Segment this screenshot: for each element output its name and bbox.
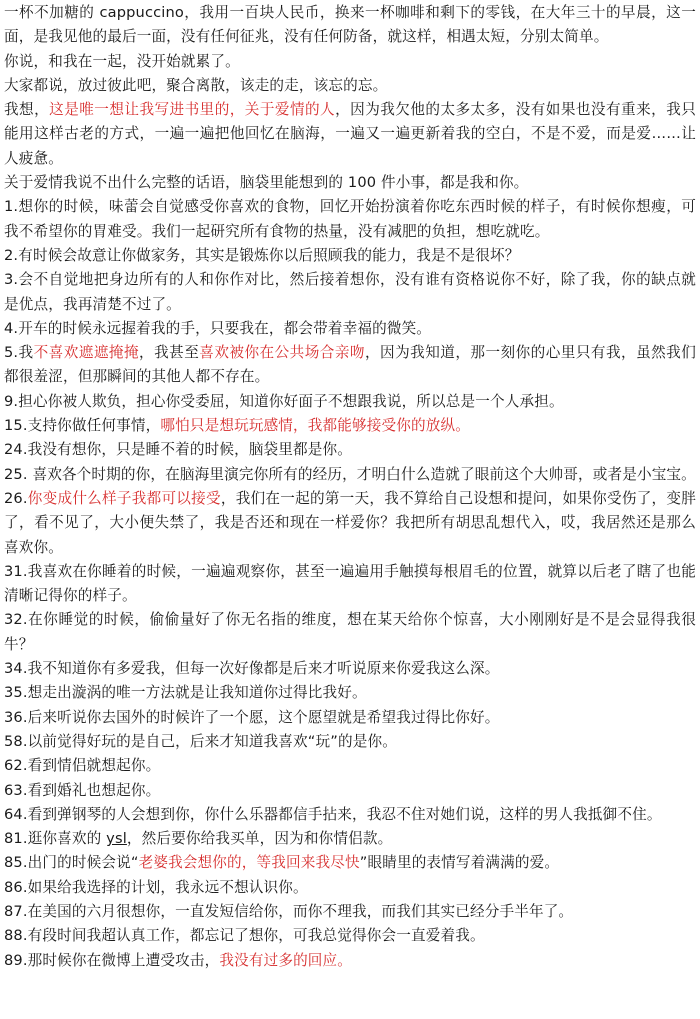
paragraph-text: 4.开车的时候永远握着我的手，只要我在，都会带着幸福的微笑。 — [4, 319, 432, 337]
paragraph — [4, 74, 696, 98]
highlighted-text: 哪怕只是想玩玩感情，我都能够接受你的放纵。 — [160, 417, 470, 435]
paragraph — [4, 487, 696, 560]
paragraph — [4, 463, 696, 487]
paragraph-text: 一杯不加糖的 cappuccino，我用一百块人民币，换来一杯咖啡和剩下的零钱，在大年三十的早晨，这一面，是我见他的最后一面，没有任何征兆，没有任何防备，就这样，相遇太短，分别太简单。 — [4, 4, 696, 46]
paragraph — [4, 949, 696, 973]
paragraph — [4, 657, 696, 681]
paragraph — [4, 268, 696, 317]
paragraph-text: 81.逛你喜欢的 — [4, 830, 107, 848]
paragraph-text: ”眼睛里的表情写着满满的爱。 — [359, 854, 560, 872]
paragraph-text: 35.想走出漩涡的唯一方法就是让我知道你过得比我好。 — [4, 684, 367, 702]
paragraph — [4, 50, 696, 74]
paragraph-text: 大家都说，放过彼此吧，聚合离散，该走的走，该忘的忘。 — [4, 76, 388, 94]
paragraph — [4, 803, 696, 827]
paragraph — [4, 1, 696, 50]
paragraph — [4, 438, 696, 462]
paragraph-text: 我想， — [4, 101, 50, 119]
paragraph-text: 9.担心你被人欺负，担心你受委屈，知道你好面子不想跟我说，所以总是一个人承担。 — [4, 392, 564, 410]
paragraph-text: 34.我不知道你有多爱我，但每一次好像都是后来才听说原来你爱我这么深。 — [4, 660, 500, 678]
paragraph — [4, 341, 696, 390]
paragraph-text: 87.在美国的六月很想你，一直发短信给你，而你不理我，而我们其实已经分手半年了。 — [4, 902, 574, 920]
paragraph-text: 31.我喜欢在你睡着的时候，一遍遍观察你，甚至一遍遍用手触摸每根眉毛的位置，就算以后老了瞎了也能清晰记得你的样子。 — [4, 562, 696, 605]
paragraph-text: 85.出门的时候会说“ — [4, 854, 139, 872]
paragraph — [4, 924, 696, 948]
paragraph-text: ，我们在一起的第一天，我不算给自己设想和提问，如果你受伤了，变胖了，看不见了，大小便失禁了，我是否还和现在一样爱你？我把所有胡思乱想代入，哎，我居然还是那么喜欢你。 — [4, 489, 696, 556]
paragraph — [4, 171, 696, 195]
paragraph — [4, 608, 696, 657]
paragraph — [4, 560, 696, 609]
paragraph-text: 1.想你的时候，味蕾会自觉感受你喜欢的食物，回忆开始扮演着你吃东西时候的样子，有时候你想瘦，可我不希望你的胃难受。我们一起研究所有食物的热量，没有减肥的负担，想吃就吃。 — [4, 198, 696, 240]
paragraph — [4, 900, 696, 924]
paragraph-text: 你说，和我在一起，没开始就累了。 — [4, 52, 240, 70]
paragraph — [4, 681, 696, 705]
paragraph-text: 关于爱情我说不出什么完整的话语，脑袋里能想到的 100 件小事，都是我和你。 — [4, 174, 529, 192]
paragraph — [4, 195, 696, 244]
highlighted-text: 喜欢被你在公共场合亲吻 — [199, 344, 365, 362]
paragraph-text: ，因为我欠他的太多太多，没有如果也没有重来，我只能用这样古老的方式，一遍一遍把他回忆在脑海，一遍又一遍更新着我的空白，不是不爱，而是爱……让人疲惫。 — [4, 101, 696, 167]
underlined-text: ysl — [106, 830, 127, 848]
paragraph-text: 58.以前觉得好玩的是自己，后来才知道我喜欢“玩”的是你。 — [4, 732, 397, 750]
paragraph-text: 2.有时候会故意让你做家务，其实是锻炼你以后照顾我的能力，我是不是很坏？ — [4, 246, 520, 264]
paragraph — [4, 317, 696, 341]
paragraph-text: ，因为我知道，那一刻你的心里只有我，虽然我们都很羞涩，但那瞬间的其他人都不存在。 — [4, 344, 696, 386]
paragraph-text: 25. 喜欢各个时期的你，在脑海里演完你所有的经历，才明白什么造就了眼前这个大帅哥，或者是小宝宝。 — [4, 465, 696, 483]
paragraph-text: 5.我 — [4, 344, 34, 362]
paragraph-text: 88.有段时间我超认真工作，都忘记了想你，可我总觉得你会一直爱着我。 — [4, 927, 485, 945]
paragraph — [4, 414, 696, 438]
highlighted-text: 你变成什么样子我都可以接受 — [27, 489, 221, 507]
paragraph — [4, 827, 696, 851]
paragraph — [4, 706, 696, 730]
highlighted-text: 我没有过多的回应。 — [219, 951, 353, 969]
paragraph-text: 24.我没有想你，只是睡不着的时候，脑袋里都是你。 — [4, 441, 353, 459]
paragraph — [4, 98, 696, 171]
paragraph-text: 3.会不自觉地把身边所有的人和你作对比，然后接着想你，没有谁有资格说你不好，除了我，你的缺点就是优点，我再清楚不过了。 — [4, 271, 696, 313]
highlighted-text: 这是唯一想让我写进书里的，关于爱情的人 — [49, 101, 336, 119]
paragraph-text: 15.支持你做任何事情， — [4, 417, 161, 435]
paragraph-text: 36.后来听说你去国外的时候许了一个愿，这个愿望就是希望我过得比你好。 — [4, 708, 500, 726]
paragraph — [4, 851, 696, 875]
paragraph-text: 64.看到弹钢琴的人会想到你，你什么乐器都信手拈来，我忍不住对她们说，这样的男人我抵御不住。 — [4, 805, 662, 823]
paragraph-text: 63.看到婚礼也想起你。 — [4, 781, 161, 799]
paragraph-text: ，我甚至 — [139, 344, 200, 362]
paragraph-text: 32.在你睡觉的时候，偷偷量好了你无名指的维度，想在某天给你个惊喜，大小刚刚好是不是会显得我很牛？ — [4, 611, 696, 653]
paragraph — [4, 730, 696, 754]
paragraph — [4, 390, 696, 414]
paragraph — [4, 779, 696, 803]
paragraph — [4, 244, 696, 268]
paragraph-text: 89.那时候你在微博上遭受攻击， — [4, 951, 220, 969]
paragraph-text: 62.看到情侣就想起你。 — [4, 757, 161, 775]
paragraph-text: 26. — [4, 489, 28, 507]
highlighted-text: 不喜欢遮遮掩掩 — [33, 344, 140, 362]
paragraph-text: 86.如果给我选择的计划，我永远不想认识你。 — [4, 878, 308, 896]
paragraph — [4, 876, 696, 900]
paragraph — [4, 754, 696, 778]
paragraph-text: ，然后要你给我买单，因为和你情侣款。 — [126, 830, 393, 848]
highlighted-text: 老婆我会想你的，等我回来我尽快 — [138, 854, 360, 872]
